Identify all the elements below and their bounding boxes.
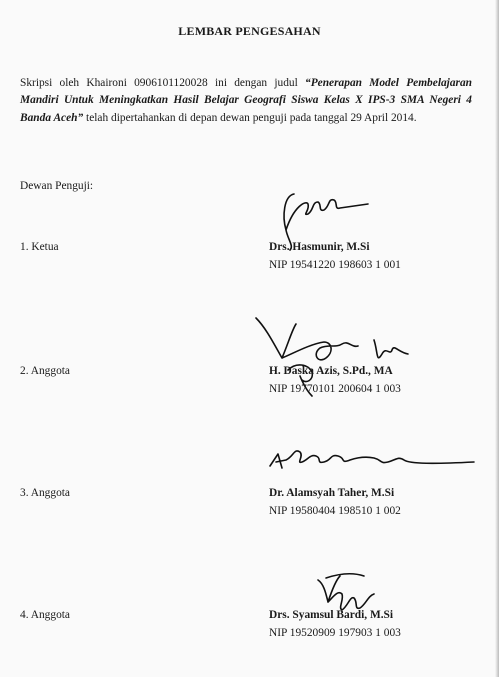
thesis-title: “Penerapan Model Pembelajaran Mandiri Untuk Meningkatkan Hasil Belajar Geografi Siswa Kelas X IPS-3 SMA Negeri 4 Banda Aceh” (20, 77, 472, 124)
member-nip: NIP 19770101 200604 1 003 (269, 383, 401, 395)
member-name: H. Daska Azis, S.Pd., MA (269, 365, 393, 377)
examiners-label: Dewan Penguji: (20, 180, 94, 192)
member-role: 3. Anggota (20, 487, 70, 499)
member-role: 4. Anggota (20, 609, 70, 621)
intro-text-2: telah dipertahankan di depan dewan penguji pada tanggal 29 April 2014. (83, 111, 417, 124)
scan-edge-shadow (495, 0, 499, 677)
intro-text-1: Skripsi oleh Khaironi 0906101120028 ini dengan judul (20, 77, 306, 89)
member-name: Drs. Syamsul Bardi, M.Si (269, 609, 394, 621)
intro-paragraph (20, 75, 472, 127)
member-role: 2. Anggota (20, 365, 70, 377)
signature-3 (264, 442, 478, 476)
member-nip: NIP 19580404 198510 1 002 (269, 505, 401, 517)
member-nip: NIP 19520909 197903 1 003 (269, 627, 401, 639)
member-name: Drs. Hasmunir, M.Si (269, 241, 370, 253)
member-nip: NIP 19541220 198603 1 001 (269, 259, 401, 271)
page-title: LEMBAR PENGESAHAN (178, 24, 321, 38)
member-name: Dr. Alamsyah Taher, M.Si (269, 487, 395, 499)
member-role: 1. Ketua (20, 241, 59, 253)
